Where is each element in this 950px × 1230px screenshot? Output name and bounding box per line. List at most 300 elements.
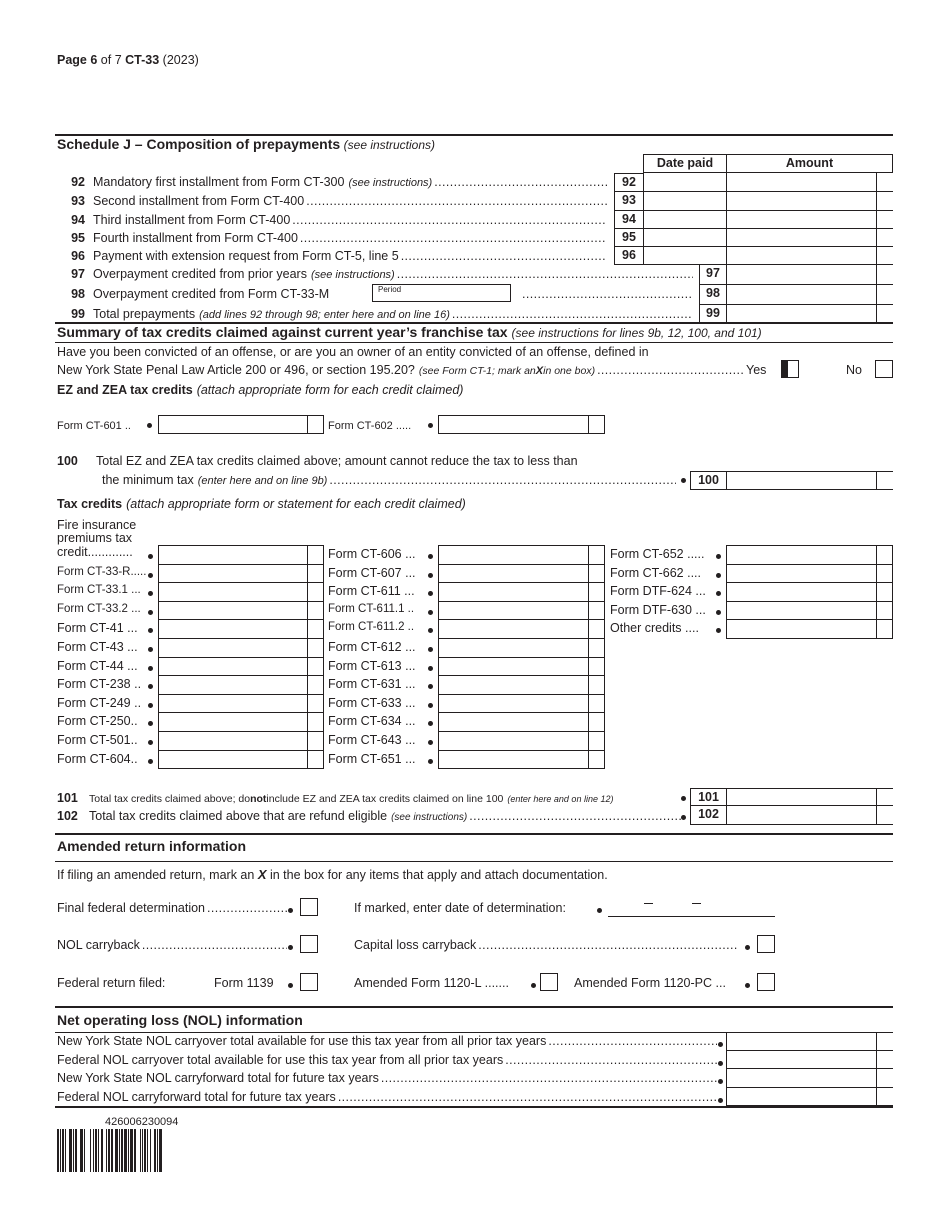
label: Federal NOL carryforward total for future tax years (57, 1089, 336, 1104)
bullet-icon (718, 1042, 723, 1047)
credit-amount-field[interactable] (158, 694, 324, 714)
bullet-icon (716, 591, 721, 596)
dot-leader (548, 1034, 717, 1048)
cents-divider (307, 583, 308, 601)
line-label: Total EZ and ZEA tax credits claimed above; amount cannot reduce the tax to less than (96, 454, 578, 468)
dot-leader (329, 473, 676, 487)
cents-field[interactable] (876, 788, 893, 806)
amount-field[interactable] (726, 229, 876, 247)
cents-divider (307, 546, 308, 564)
conviction-question-line1: Have you been convicted of an offense, or are you an owner of an entity convicted of an offense, defined in (57, 345, 649, 359)
ez-title (57, 383, 463, 397)
dot-leader (434, 175, 607, 189)
bullet-icon (718, 1061, 723, 1066)
nol-amount-field[interactable] (726, 1032, 876, 1051)
line-label: Overpayment credited from Form CT-33-M (93, 287, 330, 301)
fire-insurance-label: Fire insurance (57, 518, 137, 532)
credit-form-label: Form CT-607 ... (328, 565, 416, 580)
credit-amount-field[interactable] (438, 582, 605, 602)
bullet-icon (148, 703, 153, 708)
line-99-label (57, 307, 693, 321)
nol-line-label (57, 1034, 717, 1048)
form-1120pc-label: Amended Form 1120-PC ... (574, 976, 726, 990)
bullet-icon (428, 684, 433, 689)
credit-form-label: Other credits .... (610, 621, 699, 636)
cents-field[interactable] (876, 1051, 893, 1070)
amount-field[interactable] (726, 788, 876, 806)
line-number-box: 98 (699, 285, 726, 305)
credit-amount-field[interactable] (158, 619, 324, 639)
capital-loss-label (354, 938, 738, 952)
nol-line-label (57, 1090, 717, 1104)
cents-divider (876, 546, 877, 564)
capital-loss-checkbox[interactable] (757, 935, 775, 953)
credit-form-label: Form CT-634 ... (328, 714, 416, 729)
cents-divider (876, 620, 877, 638)
credit-form-label: Form CT-651 ... (328, 751, 416, 766)
ez-heading: EZ and ZEA tax credits (57, 383, 193, 397)
cents-field[interactable] (876, 1069, 893, 1088)
bullet-icon (428, 423, 433, 428)
cents-divider (588, 416, 589, 433)
bullet-icon (428, 591, 433, 596)
credit-amount-field[interactable] (726, 601, 893, 621)
nol-amount-field[interactable] (726, 1069, 876, 1088)
summary-heading: Summary of tax credits claimed against current year’s franchise tax (57, 324, 508, 340)
bullet-icon (428, 628, 433, 633)
form-number: CT-33 (125, 53, 160, 67)
tax-credits-title (57, 497, 466, 511)
form-year: (2023) (162, 53, 199, 67)
line-note: (enter here and on line 12) (507, 794, 614, 804)
label: Capital loss carryback (354, 938, 477, 952)
line-number-box: 92 (614, 173, 643, 192)
cents-field[interactable] (876, 471, 893, 490)
line-note: (see instructions) (310, 269, 395, 281)
dot-leader (207, 901, 287, 915)
line-92-label (57, 175, 607, 189)
date-paid-field[interactable] (643, 229, 726, 247)
line-label: Payment with extension request from Form CT-5, line 5 (93, 249, 399, 263)
question-text: New York State Penal Law Article 200 or 496, or section 195.20? (57, 363, 415, 377)
line-note: (see instructions) (348, 177, 433, 189)
bullet-icon (718, 1079, 723, 1084)
bullet-icon (428, 721, 433, 726)
dot-leader (142, 938, 287, 952)
credit-amount-field[interactable] (158, 638, 324, 658)
summary-note: (see instructions for lines 9b, 12, 100, and 101) (511, 326, 762, 340)
dot-leader (306, 194, 607, 208)
period-field[interactable] (372, 284, 511, 302)
fire-insurance-label: premiums tax (57, 531, 133, 545)
cents-field[interactable] (876, 305, 893, 323)
credit-amount-field[interactable] (158, 712, 324, 732)
tax-credits-heading: Tax credits (57, 497, 123, 511)
bullet-icon (148, 610, 153, 615)
cents-divider (876, 565, 877, 583)
label: New York State NOL carryforward total for future tax years (57, 1071, 379, 1086)
dot-leader (469, 809, 681, 823)
credit-form-label: Form CT-611 ... (328, 584, 415, 599)
credit-form-label: Form CT-643 ... (328, 733, 416, 747)
credit-amount-field[interactable] (438, 694, 605, 714)
bullet-icon (147, 423, 152, 428)
cents-divider (876, 583, 877, 601)
line-number-box: 100 (690, 471, 726, 490)
line-100-text1 (57, 454, 578, 468)
amount-field[interactable] (726, 471, 876, 490)
line-label: Total prepayments (93, 307, 196, 321)
credit-amount-field[interactable] (438, 564, 605, 584)
date-separator (692, 903, 701, 904)
line-96-label (57, 249, 607, 263)
credit-form-label: Form CT-633 ... (328, 695, 416, 710)
bullet-icon (716, 554, 721, 559)
line-label: include EZ and ZEA tax credits claimed on line 100 (266, 793, 504, 805)
bullet-icon (148, 684, 153, 689)
credit-amount-field[interactable] (158, 564, 324, 584)
label: Federal NOL carryover total available for use this tax year from all prior tax years (57, 1052, 504, 1067)
form-ct-601-label: Form CT-601 .. (57, 420, 131, 432)
credit-form-label: Form CT-631 ... (328, 677, 416, 692)
bullet-icon (148, 721, 153, 726)
barcode-image (57, 1129, 239, 1172)
nol-amount-field[interactable] (726, 1051, 876, 1070)
credit-form-label: Form CT-33.2 ... (57, 602, 141, 615)
section-rule (55, 833, 893, 835)
amount-field[interactable] (726, 247, 876, 265)
cents-divider (307, 676, 308, 694)
bullet-icon (681, 478, 686, 483)
cents-divider (588, 713, 589, 731)
line-93-label (57, 194, 607, 208)
line-label: Total tax credits claimed above; do (89, 793, 251, 805)
instr: If filing an amended return, mark an (57, 868, 258, 882)
final-federal-label (57, 901, 287, 915)
bullet-icon (716, 573, 721, 578)
dot-leader (300, 231, 607, 245)
nol-title: Net operating loss (NOL) information (57, 1012, 303, 1028)
amended-instructions (57, 867, 608, 882)
dot-leader (397, 267, 693, 281)
cents-divider (307, 620, 308, 638)
credit-amount-field[interactable] (438, 731, 605, 751)
date-paid-header: Date paid (643, 154, 726, 173)
cents-divider (588, 565, 589, 583)
bullet-icon (288, 908, 293, 913)
dot-leader (522, 287, 693, 301)
line-number: 95 (71, 231, 85, 245)
credit-form-label: Form CT-33-R..... (57, 565, 147, 578)
label: New York State NOL carryover total available for use this tax year from all prior tax years (57, 1034, 547, 1048)
date-separator (644, 903, 653, 904)
dot-leader (452, 307, 693, 321)
nol-line-label (57, 1053, 717, 1067)
bullet-icon (148, 591, 153, 596)
credit-form-label: Form CT-612 ... (328, 640, 416, 654)
bullet-icon (428, 573, 433, 578)
line-label: Third installment from Form CT-400 (93, 213, 291, 227)
period-label: Period (378, 285, 402, 294)
final-federal-checkbox[interactable] (300, 898, 318, 916)
no-label: No (846, 363, 862, 377)
bullet-icon (716, 610, 721, 615)
credit-amount-field[interactable] (158, 657, 324, 677)
line-number: 93 (71, 194, 85, 208)
cents-divider (307, 658, 308, 676)
schedule-j-note: (see instructions) (343, 138, 436, 152)
cents-divider (588, 751, 589, 769)
nol-amount-field[interactable] (726, 1088, 876, 1107)
line-number: 98 (71, 287, 85, 301)
cents-divider (307, 602, 308, 620)
credit-form-label: Form CT-611.1 .. (328, 602, 415, 615)
cents-divider (876, 602, 877, 620)
bullet-icon (428, 554, 433, 559)
credit-amount-field[interactable] (438, 638, 605, 658)
line-number-box: 102 (690, 806, 726, 825)
bullet-icon (148, 628, 153, 633)
credit-form-label: Form CT-43 ... (57, 640, 138, 654)
form-1120l-checkbox[interactable] (540, 973, 558, 991)
line-label: Mandatory first installment from Form CT-300 (93, 175, 345, 189)
cents-field[interactable] (876, 1088, 893, 1107)
bullet-icon (428, 666, 433, 671)
cents-field[interactable] (876, 1032, 893, 1051)
dot-leader (338, 1090, 717, 1104)
form-ct-601-amount[interactable] (158, 415, 324, 434)
date-determination-label: If marked, enter date of determination: (354, 901, 566, 915)
form-1139-checkbox[interactable] (300, 973, 318, 991)
cents-divider (588, 602, 589, 620)
summary-title (57, 324, 762, 340)
dot-leader (381, 1071, 717, 1085)
credit-amount-field[interactable] (158, 601, 324, 621)
credit-amount-field[interactable] (158, 675, 324, 695)
line-101-label (57, 791, 681, 805)
credit-amount-field[interactable] (438, 545, 605, 565)
date-paid-field[interactable] (643, 173, 726, 192)
bullet-icon (428, 703, 433, 708)
thin-rule (55, 342, 893, 343)
fire-insurance-label: credit............. (57, 545, 133, 559)
credit-form-label: Form CT-611.2 .. (328, 621, 415, 634)
credit-form-label: Form CT-604.. (57, 751, 138, 766)
page-number: Page 6 (57, 53, 98, 67)
line-label: the minimum tax (102, 473, 194, 487)
bullet-icon (597, 908, 602, 913)
checkbox-mark (782, 361, 788, 377)
line-97-label (57, 267, 693, 281)
amount-header: Amount (726, 154, 893, 173)
cents-divider (307, 751, 308, 769)
credit-amount-field[interactable] (438, 712, 605, 732)
line-number: 100 (57, 454, 78, 468)
line-note: (see instructions) (391, 812, 468, 823)
bullet-icon (148, 666, 153, 671)
amount-field[interactable] (726, 265, 876, 285)
line-number-box: 97 (699, 265, 726, 285)
line-number: 101 (57, 791, 78, 805)
line-number-box: 96 (614, 247, 643, 265)
cents-field[interactable] (876, 211, 893, 229)
credit-form-label: Form CT-501.. (57, 733, 138, 747)
dot-leader (401, 249, 607, 263)
line-label-bold: not (250, 793, 267, 805)
credit-amount-field[interactable] (438, 675, 605, 695)
line-102-label (57, 809, 681, 823)
line-note: (add lines 92 through 98; enter here and on line 16) (199, 309, 450, 321)
credit-form-label: Form CT-250.. (57, 714, 138, 729)
credit-amount-field[interactable] (726, 582, 893, 602)
form-1120l-label: Amended Form 1120-L ....... (354, 976, 509, 990)
cents-field[interactable] (876, 285, 893, 305)
date-paid-field[interactable] (643, 192, 726, 211)
line-number: 94 (71, 213, 85, 227)
instr: in the box for any items that apply and attach documentation. (266, 868, 608, 882)
form-ct-602-label: Form CT-602 ..... (328, 420, 412, 432)
amount-field[interactable] (726, 211, 876, 229)
no-checkbox[interactable] (875, 360, 893, 378)
cents-divider (307, 732, 308, 750)
line-number-box: 99 (699, 305, 726, 323)
cents-field[interactable] (876, 265, 893, 285)
section-rule (55, 1106, 893, 1108)
credit-amount-field[interactable] (726, 564, 893, 584)
credit-form-label: Form CT-652 ..... (610, 547, 705, 561)
form-1120pc-checkbox[interactable] (757, 973, 775, 991)
bullet-icon (745, 983, 750, 988)
credit-amount-field[interactable] (438, 750, 605, 770)
line-number-box: 93 (614, 192, 643, 211)
bullet-icon (148, 573, 153, 578)
page-total: of 7 (100, 53, 122, 67)
amount-field[interactable] (726, 192, 876, 211)
line-label: Overpayment credited from prior years (93, 267, 307, 281)
cents-divider (307, 639, 308, 657)
question-note: in one box) (543, 365, 596, 377)
bullet-icon (718, 1098, 723, 1103)
cents-divider (588, 676, 589, 694)
cents-field[interactable] (876, 173, 893, 192)
bullet-icon (428, 759, 433, 764)
form-ct-602-amount[interactable] (438, 415, 605, 434)
label: Final federal determination (57, 901, 205, 915)
line-number-box: 94 (614, 211, 643, 229)
line-94-label (57, 213, 607, 227)
line-number: 99 (71, 307, 85, 321)
line-note: (enter here and on line 9b) (197, 475, 328, 487)
line-number: 102 (57, 809, 78, 823)
question-note: (see Form CT-1; mark an (418, 365, 536, 377)
credit-amount-field[interactable] (158, 545, 324, 565)
section-rule (55, 1006, 893, 1008)
bullet-icon (148, 554, 153, 559)
line-label: Fourth installment from Form CT-400 (93, 231, 298, 245)
cents-divider (588, 732, 589, 750)
nol-line-label (57, 1071, 717, 1085)
question-note-x: X (535, 365, 544, 377)
date-paid-field[interactable] (643, 247, 726, 265)
line-100-text2 (102, 473, 676, 487)
schedule-j-title (57, 136, 435, 152)
bullet-icon (428, 740, 433, 745)
line-number: 97 (71, 267, 85, 281)
nol-carryback-label (57, 938, 287, 952)
schedule-j-heading: Schedule J – Composition of prepayments (57, 136, 341, 152)
credit-form-label: Form CT-41 ... (57, 621, 138, 636)
cents-divider (588, 658, 589, 676)
cents-divider (588, 583, 589, 601)
credit-amount-field[interactable] (158, 582, 324, 602)
dot-leader (597, 363, 743, 377)
nol-carryback-checkbox[interactable] (300, 935, 318, 953)
dot-leader (505, 1053, 717, 1067)
cents-divider (307, 565, 308, 583)
credit-amount-field[interactable] (726, 619, 893, 639)
yes-checkbox[interactable] (781, 360, 799, 378)
bullet-icon (148, 647, 153, 652)
bullet-icon (716, 628, 721, 633)
credit-amount-field[interactable] (158, 750, 324, 770)
cents-field[interactable] (876, 806, 893, 825)
tax-credits-note: (attach appropriate form or statement for each credit claimed) (126, 497, 466, 511)
credit-form-label: Form CT-613 ... (328, 658, 416, 673)
credit-form-label: Form DTF-630 ... (610, 602, 706, 617)
line-number-box: 101 (690, 788, 726, 806)
amount-field[interactable] (726, 173, 876, 192)
line-label: Second installment from Form CT-400 (93, 194, 305, 208)
amount-field[interactable] (726, 285, 876, 305)
credit-amount-field[interactable] (438, 619, 605, 639)
bullet-icon (681, 796, 686, 801)
credit-form-label: Form CT-33.1 ... (57, 584, 141, 597)
amount-field[interactable] (726, 806, 876, 825)
bullet-icon (288, 945, 293, 950)
yes-label: Yes (746, 363, 767, 377)
federal-return-label: Federal return filed: (57, 976, 166, 990)
cents-field[interactable] (876, 192, 893, 211)
amended-title: Amended return information (57, 838, 247, 854)
credit-amount-field[interactable] (158, 731, 324, 751)
barcode-bar (159, 1129, 162, 1172)
bullet-icon (148, 740, 153, 745)
bullet-icon (681, 815, 686, 820)
cents-divider (307, 695, 308, 713)
cents-divider (307, 713, 308, 731)
amount-field[interactable] (726, 305, 876, 323)
cents-field[interactable] (876, 229, 893, 247)
credit-amount-field[interactable] (726, 545, 893, 565)
credit-form-label: Form CT-606 ... (328, 547, 416, 561)
conviction-question-line2 (57, 363, 743, 377)
page-header (57, 53, 199, 67)
line-label: Total tax credits claimed above that are refund eligible (89, 809, 388, 823)
line-95-label (57, 231, 607, 245)
date-paid-field[interactable] (643, 211, 726, 229)
cents-divider (588, 695, 589, 713)
dot-leader (478, 938, 738, 952)
credit-amount-field[interactable] (438, 657, 605, 677)
cents-field[interactable] (876, 247, 893, 265)
instr-x: X (257, 867, 267, 882)
credit-form-label: Form CT-44 ... (57, 658, 138, 673)
thin-rule (55, 861, 893, 862)
credit-amount-field[interactable] (438, 601, 605, 621)
label: NOL carryback (57, 938, 140, 952)
cents-divider (588, 546, 589, 564)
dot-leader (292, 213, 607, 227)
